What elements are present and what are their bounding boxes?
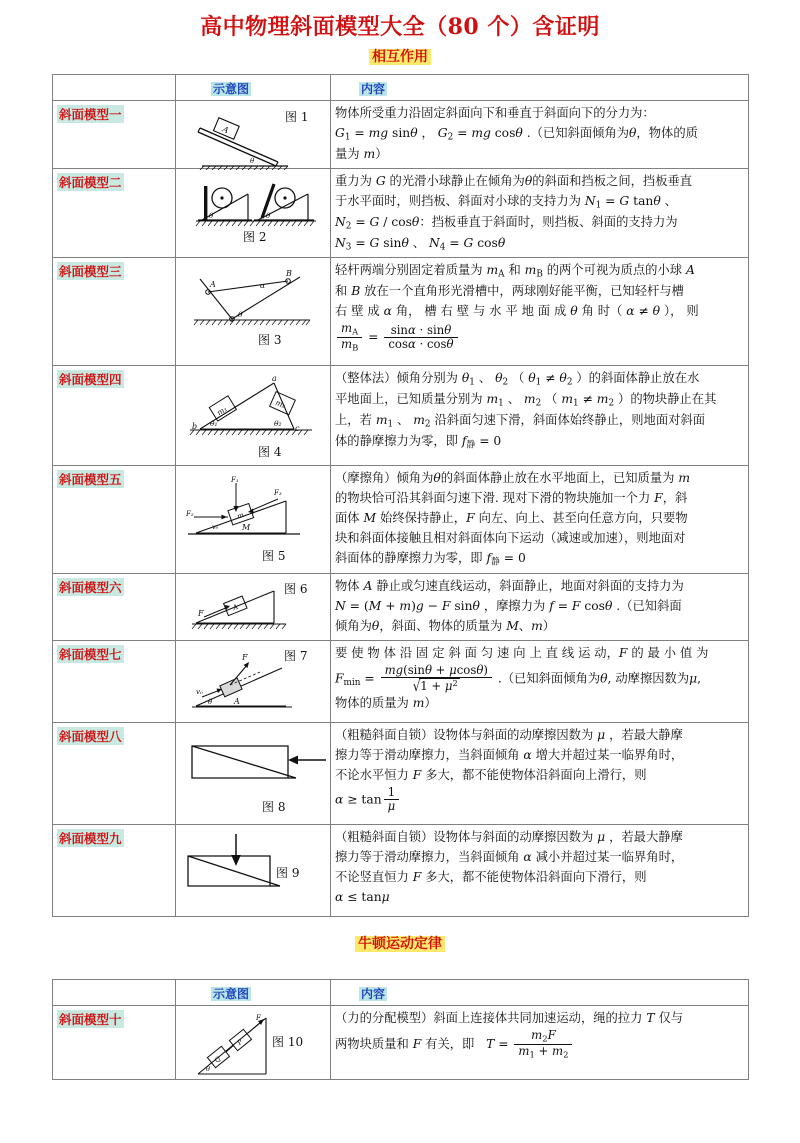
model-label-cell: 斜面模型四 <box>53 366 176 466</box>
svg-text:θ: θ <box>266 212 271 220</box>
incline-connected-blocks-PQ-icon <box>190 1014 300 1080</box>
content-line: （粗糙斜面自锁）设物体与斜面的动摩擦因数为 μ ，若最大静摩 <box>335 728 683 743</box>
svg-text:θ₁: θ₁ <box>210 419 218 429</box>
table-row <box>53 366 749 466</box>
model-label-cell: 斜面模型二 <box>53 169 176 258</box>
svg-text:F₁: F₁ <box>231 476 239 485</box>
figure-caption: 图 4 <box>258 445 282 460</box>
svg-text:v₀: v₀ <box>212 523 219 532</box>
content-line: 重力为 G 的光滑小球静止在倾角为θ的斜面和挡板之间，挡板垂直 <box>335 174 693 188</box>
content-cell <box>331 169 749 258</box>
svg-text:F₂: F₂ <box>186 510 194 519</box>
table-header-row <box>53 75 749 101</box>
figure-cell <box>176 169 331 258</box>
figure-cell <box>176 466 331 574</box>
content-line: 要 使 物 体 沿 固 定 斜 面 匀 速 向 上 直 线 运 动，F 的 最 小 值 为 <box>335 646 709 661</box>
svg-text:θ: θ <box>238 310 243 320</box>
svg-text:m₂: m₂ <box>274 398 287 411</box>
figure-caption: 图 1 <box>285 110 309 124</box>
model-label-cell: 斜面模型七 <box>53 641 176 723</box>
content-cell <box>331 258 749 366</box>
model-label-cell: 斜面模型八 <box>53 723 176 825</box>
svg-text:m₁: m₁ <box>215 404 229 418</box>
table-row <box>53 1006 749 1080</box>
page-title: 高中物理斜面模型大全（80 个）含证明 <box>200 14 600 40</box>
content-line: 面体 M 始终保持静止，F 向左、向上、甚至向任意方向，只要物 <box>335 511 688 526</box>
header-cell-content: 内容 <box>331 980 749 1006</box>
svg-text:A: A <box>210 280 216 290</box>
header-cell-figure: 示意图 <box>176 75 331 101</box>
content-line: 擦力等于滑动摩擦力，当斜面倾角 α 减小并超过某一临界角时， <box>335 849 684 864</box>
table-header-row <box>53 980 749 1006</box>
figure-cell <box>176 258 331 366</box>
content-cell <box>331 641 749 723</box>
incline-block-A-icon <box>188 114 318 170</box>
svg-text:M: M <box>242 523 251 533</box>
section-heading-newton <box>0 933 800 953</box>
svg-text:θ₂: θ₂ <box>274 419 282 429</box>
svg-text:F: F <box>242 653 248 663</box>
ball-on-incline-with-baffle-icon <box>190 176 325 230</box>
content-formula: $F_{min}$ = $\frac{mg(\sin\theta + \mu\cos\theta)}{√1 + \mu^2}$ .（已知斜面倾角为θ, 动摩擦因数为μ, <box>335 662 702 696</box>
svg-text:F: F <box>256 1014 261 1023</box>
content-line: 上，若 $m_1$ 、 $m_2$ 沿斜面匀速下滑，斜面体始终静止，则地面对斜面 <box>335 412 706 430</box>
content-line: 和 B 放在一个直角形光滑槽中，两球刚好能平衡，已知轻杆与槽 <box>335 284 684 299</box>
figure-caption: 图 3 <box>258 333 282 348</box>
table-row <box>53 723 749 825</box>
header-cell-blank <box>53 75 176 101</box>
table-row <box>53 169 749 258</box>
model-table-interaction <box>52 74 749 917</box>
section-heading-label-1: 相互作用 <box>369 49 431 65</box>
content-line: $N_3 = G$ sinθ 、 $N_4 = G$ cosθ <box>335 235 506 252</box>
svg-text:P: P <box>235 1037 245 1047</box>
content-line: 不论水平恒力 F 多大，都不能使物体沿斜面向上滑行，则 <box>335 767 647 782</box>
model-label-cell: 斜面模型五 <box>53 466 176 574</box>
content-line: 的物块恰可沿其斜面匀速下滑. 现对下滑的物块施加一个力 F，斜 <box>335 491 688 506</box>
content-cell <box>331 825 749 917</box>
content-line: 物体 A 静止或匀速直线运动，斜面静止，地面对斜面的支持力为 <box>335 579 684 594</box>
content-line: $N_2 = G / \cos\theta$：挡板垂直于斜面时，则挡板、斜面的支持力为 <box>335 214 678 232</box>
figure-caption: 图 7 <box>284 649 308 664</box>
table-row <box>53 101 749 169</box>
double-incline-two-blocks-icon <box>186 373 326 445</box>
content-line: α ≤ tanμ <box>335 889 390 904</box>
figure-caption: 图 2 <box>243 230 267 244</box>
friction-angle-incline-forces-icon <box>182 475 327 551</box>
svg-text:θ: θ <box>208 698 213 707</box>
figure-caption: 图 5 <box>262 549 286 564</box>
content-line: 物体所受重力沿固定斜面向下和垂直于斜面向下的分力为： <box>335 106 655 120</box>
content-line: （粗糙斜面自锁）设物体与斜面的动摩擦因数为 μ ，若最大静摩 <box>335 830 683 845</box>
content-line: （摩擦角）倾角为θ的斜面体静止放在水平地面上，已知质量为 m <box>335 471 691 486</box>
table-wrapper-newton <box>0 979 800 1080</box>
incline-min-force-angle-icon <box>186 652 316 718</box>
content-cell <box>331 466 749 574</box>
svg-text:α: α <box>260 281 266 291</box>
svg-text:c: c <box>295 424 300 434</box>
content-cell <box>331 366 749 466</box>
figure-cell <box>176 574 331 641</box>
header-cell-figure: 示意图 <box>176 980 331 1006</box>
content-line: 体的静摩擦力为零，即 $f_静 = 0$ <box>335 433 502 451</box>
figure-cell <box>176 101 331 169</box>
wedge-self-lock-horizontal-force-icon <box>184 740 332 800</box>
figure-caption: 图 10 <box>272 1035 304 1050</box>
table-row <box>53 641 749 723</box>
content-line: （整体法）倾角分别为 $\theta_1$ 、 $\theta_2$ （ $\theta_1 \ne \theta_2$ ）的斜面体静止放在水 <box>335 371 700 388</box>
content-line: 不论竖直恒力 F 多大，都不能使物体沿斜面向下滑行，则 <box>335 869 647 884</box>
content-line: 斜面体的静摩擦力为零，即 $f_静 = 0$ <box>335 550 526 568</box>
content-line: 倾角为θ，斜面、物体的质量为 M、m） <box>335 619 556 634</box>
svg-text:F: F <box>198 609 204 619</box>
svg-text:F₃: F₃ <box>274 489 282 498</box>
header-cell-blank <box>53 980 176 1006</box>
svg-text:A: A <box>234 697 240 707</box>
content-line: 于水平面时，则挡板、斜面对小球的支持力为 $N_1 = G$ tanθ 、 <box>335 193 677 211</box>
figure-caption: 图 8 <box>262 800 286 815</box>
figure-caption: 图 6 <box>284 582 308 597</box>
figure-cell <box>176 723 331 825</box>
table-row <box>53 825 749 917</box>
content-line: 块和斜面体接触且相对斜面体向下运动（减速或加速），则地面对 <box>335 531 686 546</box>
content-line: 擦力等于滑动摩擦力，当斜面倾角 α 增大并超过某一临界角时， <box>335 747 684 762</box>
rod-two-balls-in-groove-icon <box>188 267 323 335</box>
content-line: （力的分配模型）斜面上连接体共同加速运动，绳的拉力 T 仅与 <box>335 1011 684 1026</box>
figure-cell <box>176 641 331 723</box>
model-label-cell: 斜面模型一 <box>53 101 176 169</box>
wedge-self-lock-vertical-force-icon <box>184 830 332 902</box>
content-line: $G_1$ = mg sinθ ， $G_2$ = mg cosθ .（已知斜面倾角为θ，物体的质 <box>335 125 698 143</box>
table-row <box>53 574 749 641</box>
content-cell <box>331 723 749 825</box>
content-cell <box>331 574 749 641</box>
content-line: 量为 m） <box>335 146 388 161</box>
model-label-cell: 斜面模型六 <box>53 574 176 641</box>
svg-text:b: b <box>192 422 198 432</box>
figure-caption: 图 9 <box>276 866 300 881</box>
svg-text:A: A <box>231 603 240 613</box>
model-label-cell: 斜面模型三 <box>53 258 176 366</box>
svg-text:Q: Q <box>213 1054 223 1065</box>
content-line: N = (M + m)g − F sinθ ，摩擦力为 f = F cosθ .（已知斜面 <box>335 599 682 614</box>
svg-text:B: B <box>286 269 292 279</box>
model-table-newton <box>52 979 749 1080</box>
model-label-cell: 斜面模型十 <box>53 1006 176 1080</box>
content-line: 轻杆两端分别固定着质量为 $m_A$ 和 $m_B$ 的两个可视为质点的小球 A <box>335 263 695 280</box>
header-cell-content: 内容 <box>331 75 749 101</box>
content-cell <box>331 1006 749 1080</box>
svg-text:θ: θ <box>206 1065 210 1074</box>
model-label-cell: 斜面模型九 <box>53 825 176 917</box>
content-cell <box>331 101 749 169</box>
figure-cell <box>176 825 331 917</box>
svg-text:a: a <box>272 374 277 384</box>
table-row <box>53 466 749 574</box>
svg-text:m: m <box>236 511 246 522</box>
figure-cell <box>176 1006 331 1080</box>
content-formula: α ≥ tan $\frac{1}{\mu}$ <box>335 786 744 814</box>
incline-block-pulled-by-F-icon <box>186 585 316 635</box>
svg-text:v₀: v₀ <box>196 688 203 697</box>
section-heading-interaction <box>0 46 800 66</box>
content-line: 平地面上，已知质量分别为 $m_1$ 、 $m_2$ （ $m_1 \ne m_2$ ）的物块静止在其 <box>335 392 717 409</box>
section-heading-label-2: 牛顿运动定律 <box>355 936 445 952</box>
content-formula: 两物块质量和 F 有关，即 T = $\frac{m_2F}{m_1 + m_2}$ <box>335 1029 744 1060</box>
svg-text:θ: θ <box>250 157 255 165</box>
content-line: 物体的质量为 m） <box>335 695 437 710</box>
svg-text:A: A <box>221 124 231 136</box>
content-formula: $\frac{m_A}{m_B}$ = $\frac{\sin\alpha \cdot \sin\theta}{\cos\alpha \cdot \cos\theta}$ <box>335 322 744 353</box>
content-line: 右 壁 成 α 角， 槽 右 壁 与 水 平 地 面 成 θ 角 时（ α ≠ θ ）， 则 <box>335 304 699 319</box>
figure-cell <box>176 366 331 466</box>
table-wrapper-interaction <box>0 74 800 917</box>
svg-text:θ: θ <box>209 212 214 220</box>
table-row <box>53 258 749 366</box>
